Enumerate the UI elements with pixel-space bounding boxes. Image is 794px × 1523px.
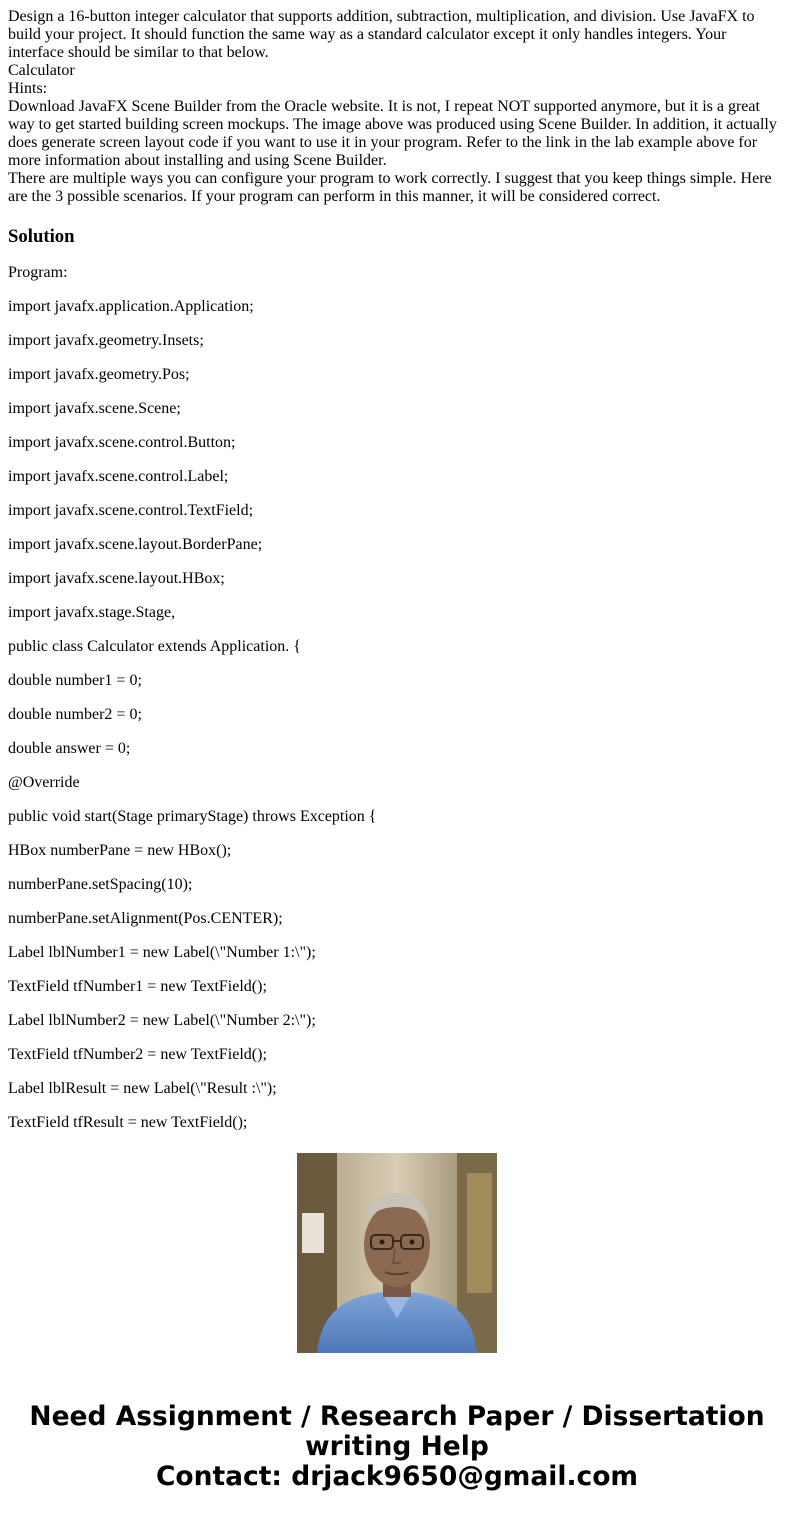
code-line: numberPane.setSpacing(10); (8, 876, 193, 893)
promo-line: writing Help (305, 1431, 489, 1462)
code-line: import javafx.application.Application; (8, 298, 254, 315)
code-line: import javafx.scene.control.Button; (8, 434, 236, 451)
code-line: double answer = 0; (8, 740, 131, 757)
code-line: import javafx.scene.control.TextField; (8, 502, 254, 519)
code-line: public class Calculator extends Application. { (8, 638, 301, 655)
code-line: @Override (8, 774, 80, 791)
solution-code (8, 256, 786, 1131)
promo-contact: Contact: drjack9650@gmail.com (155, 1461, 639, 1492)
code-line: TextField tfNumber2 = new TextField(); (8, 1046, 267, 1063)
code-line: TextField tfNumber1 = new TextField(); (8, 978, 267, 995)
question-paragraph: Download JavaFX Scene Builder from the Oracle website. It is not, I repeat NOT supported anymore, but it is a great way to get started building screen mockups. The image above was produced using Scene Builder. In addition, it actually does generate screen layout code if you want to use it in your program. Refer to the link in the lab example above for more information about installing and using Scene Builder. (8, 98, 777, 169)
code-line: import javafx.geometry.Insets; (8, 332, 204, 349)
code-line: import javafx.scene.control.Label; (8, 468, 229, 485)
code-line: double number2 = 0; (8, 706, 142, 723)
code-line: import javafx.scene.layout.BorderPane; (8, 536, 263, 553)
solution-heading: Solution (8, 226, 75, 247)
code-line: TextField tfResult = new TextField(); (8, 1114, 248, 1131)
code-line: Label lblNumber1 = new Label(\"Number 1:\"); (8, 944, 316, 961)
code-line: Label lblNumber2 = new Label(\"Number 2:\"); (8, 1012, 316, 1029)
code-line: import javafx.stage.Stage, (8, 604, 176, 621)
code-line: import javafx.geometry.Pos; (8, 366, 190, 383)
code-line: Program: (8, 264, 68, 281)
code-line: double number1 = 0; (8, 672, 142, 689)
tutor-avatar (297, 1153, 497, 1353)
question-text (8, 8, 786, 248)
question-paragraph: Design a 16-button integer calculator that supports addition, subtraction, multiplication, and division. Use JavaFX to build your project. It should function the same way as a standard calculator except it only handles integers. Your interface should be similar to that below. (8, 8, 755, 61)
code-line: HBox numberPane = new HBox(); (8, 842, 232, 859)
code-line: numberPane.setAlignment(Pos.CENTER); (8, 910, 283, 927)
promo-line: Need Assignment / Research Paper / Dissertation (29, 1401, 765, 1432)
code-line: public void start(Stage primaryStage) throws Exception { (8, 808, 377, 825)
question-paragraph: Calculator (8, 62, 75, 79)
promo-banner (0, 1402, 794, 1492)
code-line: Label lblResult = new Label(\"Result :\"); (8, 1080, 277, 1097)
code-line: import javafx.scene.Scene; (8, 400, 181, 417)
code-line: import javafx.scene.layout.HBox; (8, 570, 225, 587)
question-paragraph: There are multiple ways you can configure your program to work correctly. I suggest that you keep things simple. Here are the 3 possible scenarios. If your program can perform in this manner, it will be considered correct. (8, 170, 772, 205)
question-paragraph: Hints: (8, 80, 48, 97)
